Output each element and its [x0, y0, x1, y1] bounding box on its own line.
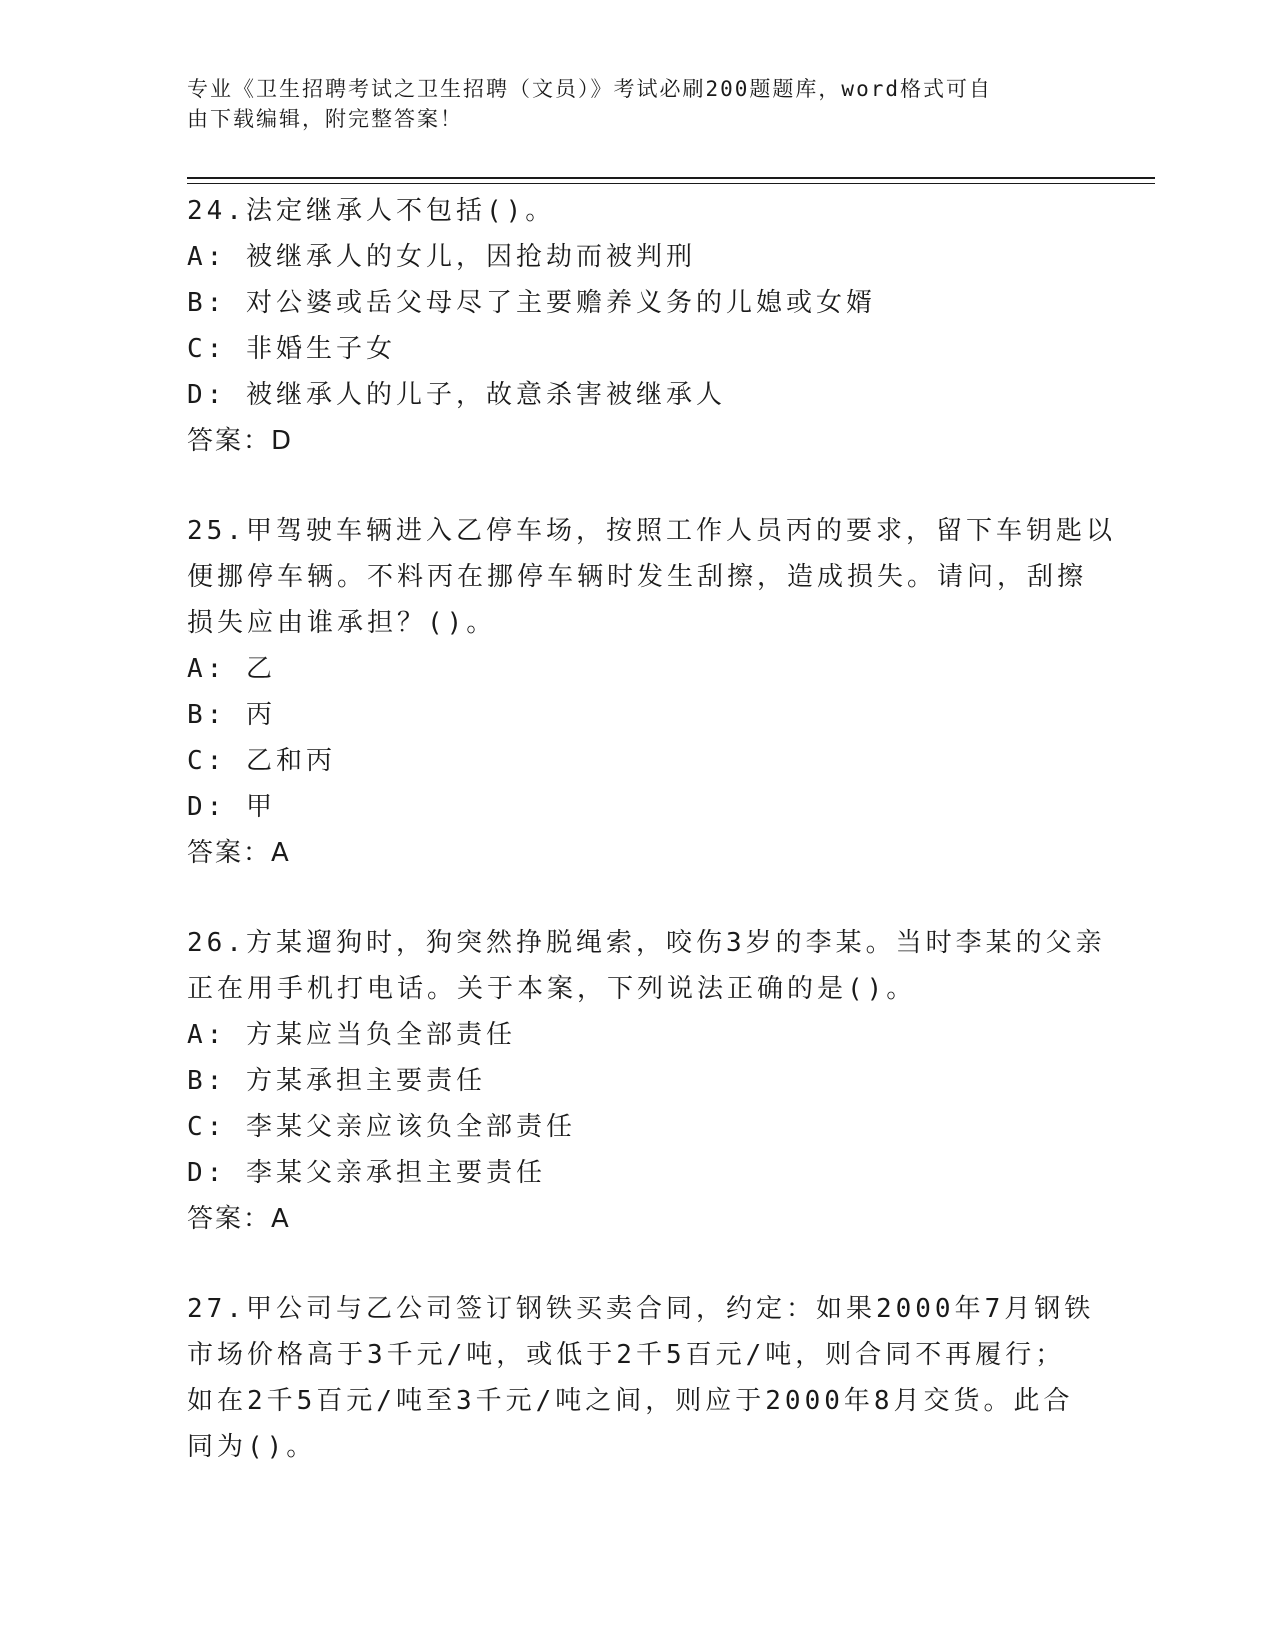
question-spacer — [187, 876, 1087, 920]
option-b: B: 对公婆或岳父母尽了主要赡养义务的儿媳或女婿 — [187, 288, 876, 318]
answer-line: 答案：A — [187, 838, 291, 868]
question-stem-line: 正在用手机打电话。关于本案，下列说法正确的是()。 — [187, 974, 917, 1004]
option-d: D: 被继承人的儿子，故意杀害被继承人 — [187, 380, 726, 410]
question-stem-line: 同为()。 — [187, 1432, 317, 1462]
question-spacer — [187, 464, 1087, 508]
question-stem-line: 24.法定继承人不包括()。 — [187, 196, 556, 226]
header-divider-thin — [187, 183, 1155, 184]
question-stem-line: 损失应由谁承担？()。 — [187, 608, 497, 638]
option-d: D: 甲 — [187, 792, 276, 822]
option-a: A: 被继承人的女儿，因抢劫而被判刑 — [187, 242, 696, 272]
question-26 — [187, 920, 1106, 1242]
document-header — [187, 74, 1087, 134]
option-a: A: 乙 — [187, 654, 276, 684]
question-spacer — [187, 1242, 1087, 1286]
option-b: B: 方某承担主要责任 — [187, 1066, 486, 1096]
question-stem-line: 27.甲公司与乙公司签订钢铁买卖合同，约定：如果2000年7月钢铁 — [187, 1294, 1095, 1324]
question-stem-line: 便挪停车辆。不料丙在挪停车辆时发生刮擦，造成损失。请问，刮擦 — [187, 562, 1088, 592]
question-stem-line: 如在2千5百元/吨至3千元/吨之间，则应于2000年8月交货。此合 — [187, 1386, 1074, 1416]
question-stem-line: 25.甲驾驶车辆进入乙停车场，按照工作人员丙的要求，留下车钥匙以 — [187, 516, 1116, 546]
question-stem-line: 市场价格高于3千元/吨，或低于2千5百元/吨，则合同不再履行； — [187, 1340, 1066, 1370]
question-24 — [187, 188, 1087, 464]
header-divider-thick — [187, 177, 1155, 179]
option-a: A: 方某应当负全部责任 — [187, 1020, 516, 1050]
option-c: C: 非婚生子女 — [187, 334, 396, 364]
answer-line: 答案：A — [187, 1204, 291, 1234]
option-c: C: 李某父亲应该负全部责任 — [187, 1112, 576, 1142]
question-27 — [187, 1286, 1095, 1470]
question-stem-line: 26.方某遛狗时，狗突然挣脱绳索，咬伤3岁的李某。当时李某的父亲 — [187, 928, 1106, 958]
option-c: C: 乙和丙 — [187, 746, 336, 776]
header-line-1: 专业《卫生招聘考试之卫生招聘（文员）》考试必刷200题题库，word格式可自 — [187, 77, 992, 101]
question-list — [187, 188, 1116, 1470]
question-25 — [187, 508, 1116, 876]
header-line-2: 由下载编辑，附完整答案！ — [187, 107, 463, 131]
option-d: D: 李某父亲承担主要责任 — [187, 1158, 546, 1188]
answer-line: 答案：D — [187, 426, 294, 456]
option-b: B: 丙 — [187, 700, 276, 730]
